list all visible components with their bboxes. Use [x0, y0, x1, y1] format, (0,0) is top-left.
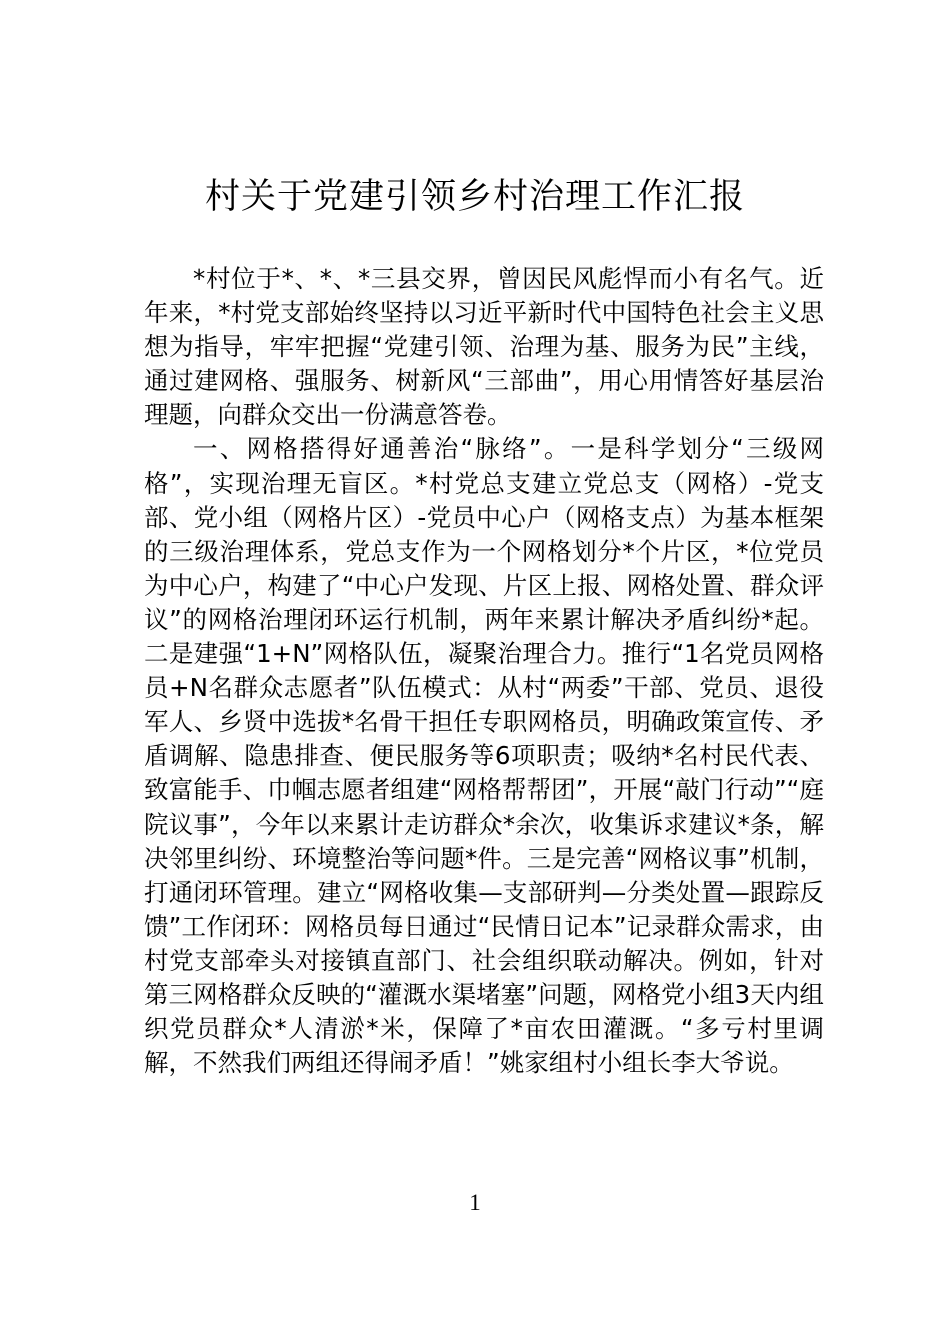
paragraph-grid-governance: 一、网格搭得好通善治“脉络”。一是科学划分“三级网格”，实现治理无盲区。*村党总支建立党总支（网格）-党支部、党小组（网格片区）-党员中心户（网格支点）为基本框架的三级治理体系，党总支作为一个网格划分*个片区，*位党员为中心户，构建了“中心户发现、片区上报、网格处置、群众评议”的网格治理闭环运行机制，两年来累计解决矛盾纠纷*起。二是建强“1+N”网格队伍，凝聚治理合力。推行“1名党员网格员+N名群众志愿者”队伍模式：从村“两委”干部、党员、退役军人、乡贤中选拔*名骨干担任专职网格员，明确政策宣传、矛盾调解、隐患排查、便民服务等6项职责；吸纳*名村民代表、致富能手、巾帼志愿者组建“网格帮帮团”，开展“敲门行动”“庭院议事”，今年以来累计走访群众*余次，收集诉求建议*条，解决邻里纠纷、环境整治等问题*件。三是完善“网格议事”机制，打通闭环管理。建立“网格收集—支部研判—分类处置—跟踪反馈”工作闭环：网格员每日通过“民情日记本”记录群众需求，由村党支部牵头对接镇直部门、社会组织联动解决。例如，针对第三网格群众反映的“灌溉水渠堵塞”问题，网格党小组3天内组织党员群众*人清淤*米，保障了*亩农田灌溉。“多亏村里调解，不然我们两组还得闹矛盾！”姚家组村小组长李大爷说。: [144, 434, 824, 1078]
document-body: [144, 262, 824, 1080]
paragraph-intro: *村位于*、*、*三县交界，曾因民风彪悍而小有名气。近年来，*村党支部始终坚持以习近平新时代中国特色社会主义思想为指导，牢牢把握“党建引领、治理为基、服务为民”主线，通过建网格、强服务、树新风“三部曲”，用心用情答好基层治理题，向群众交出一份满意答卷。: [144, 264, 824, 430]
document-title: 村关于党建引领乡村治理工作汇报: [204, 177, 745, 217]
page-number: 1: [469, 1190, 481, 1215]
